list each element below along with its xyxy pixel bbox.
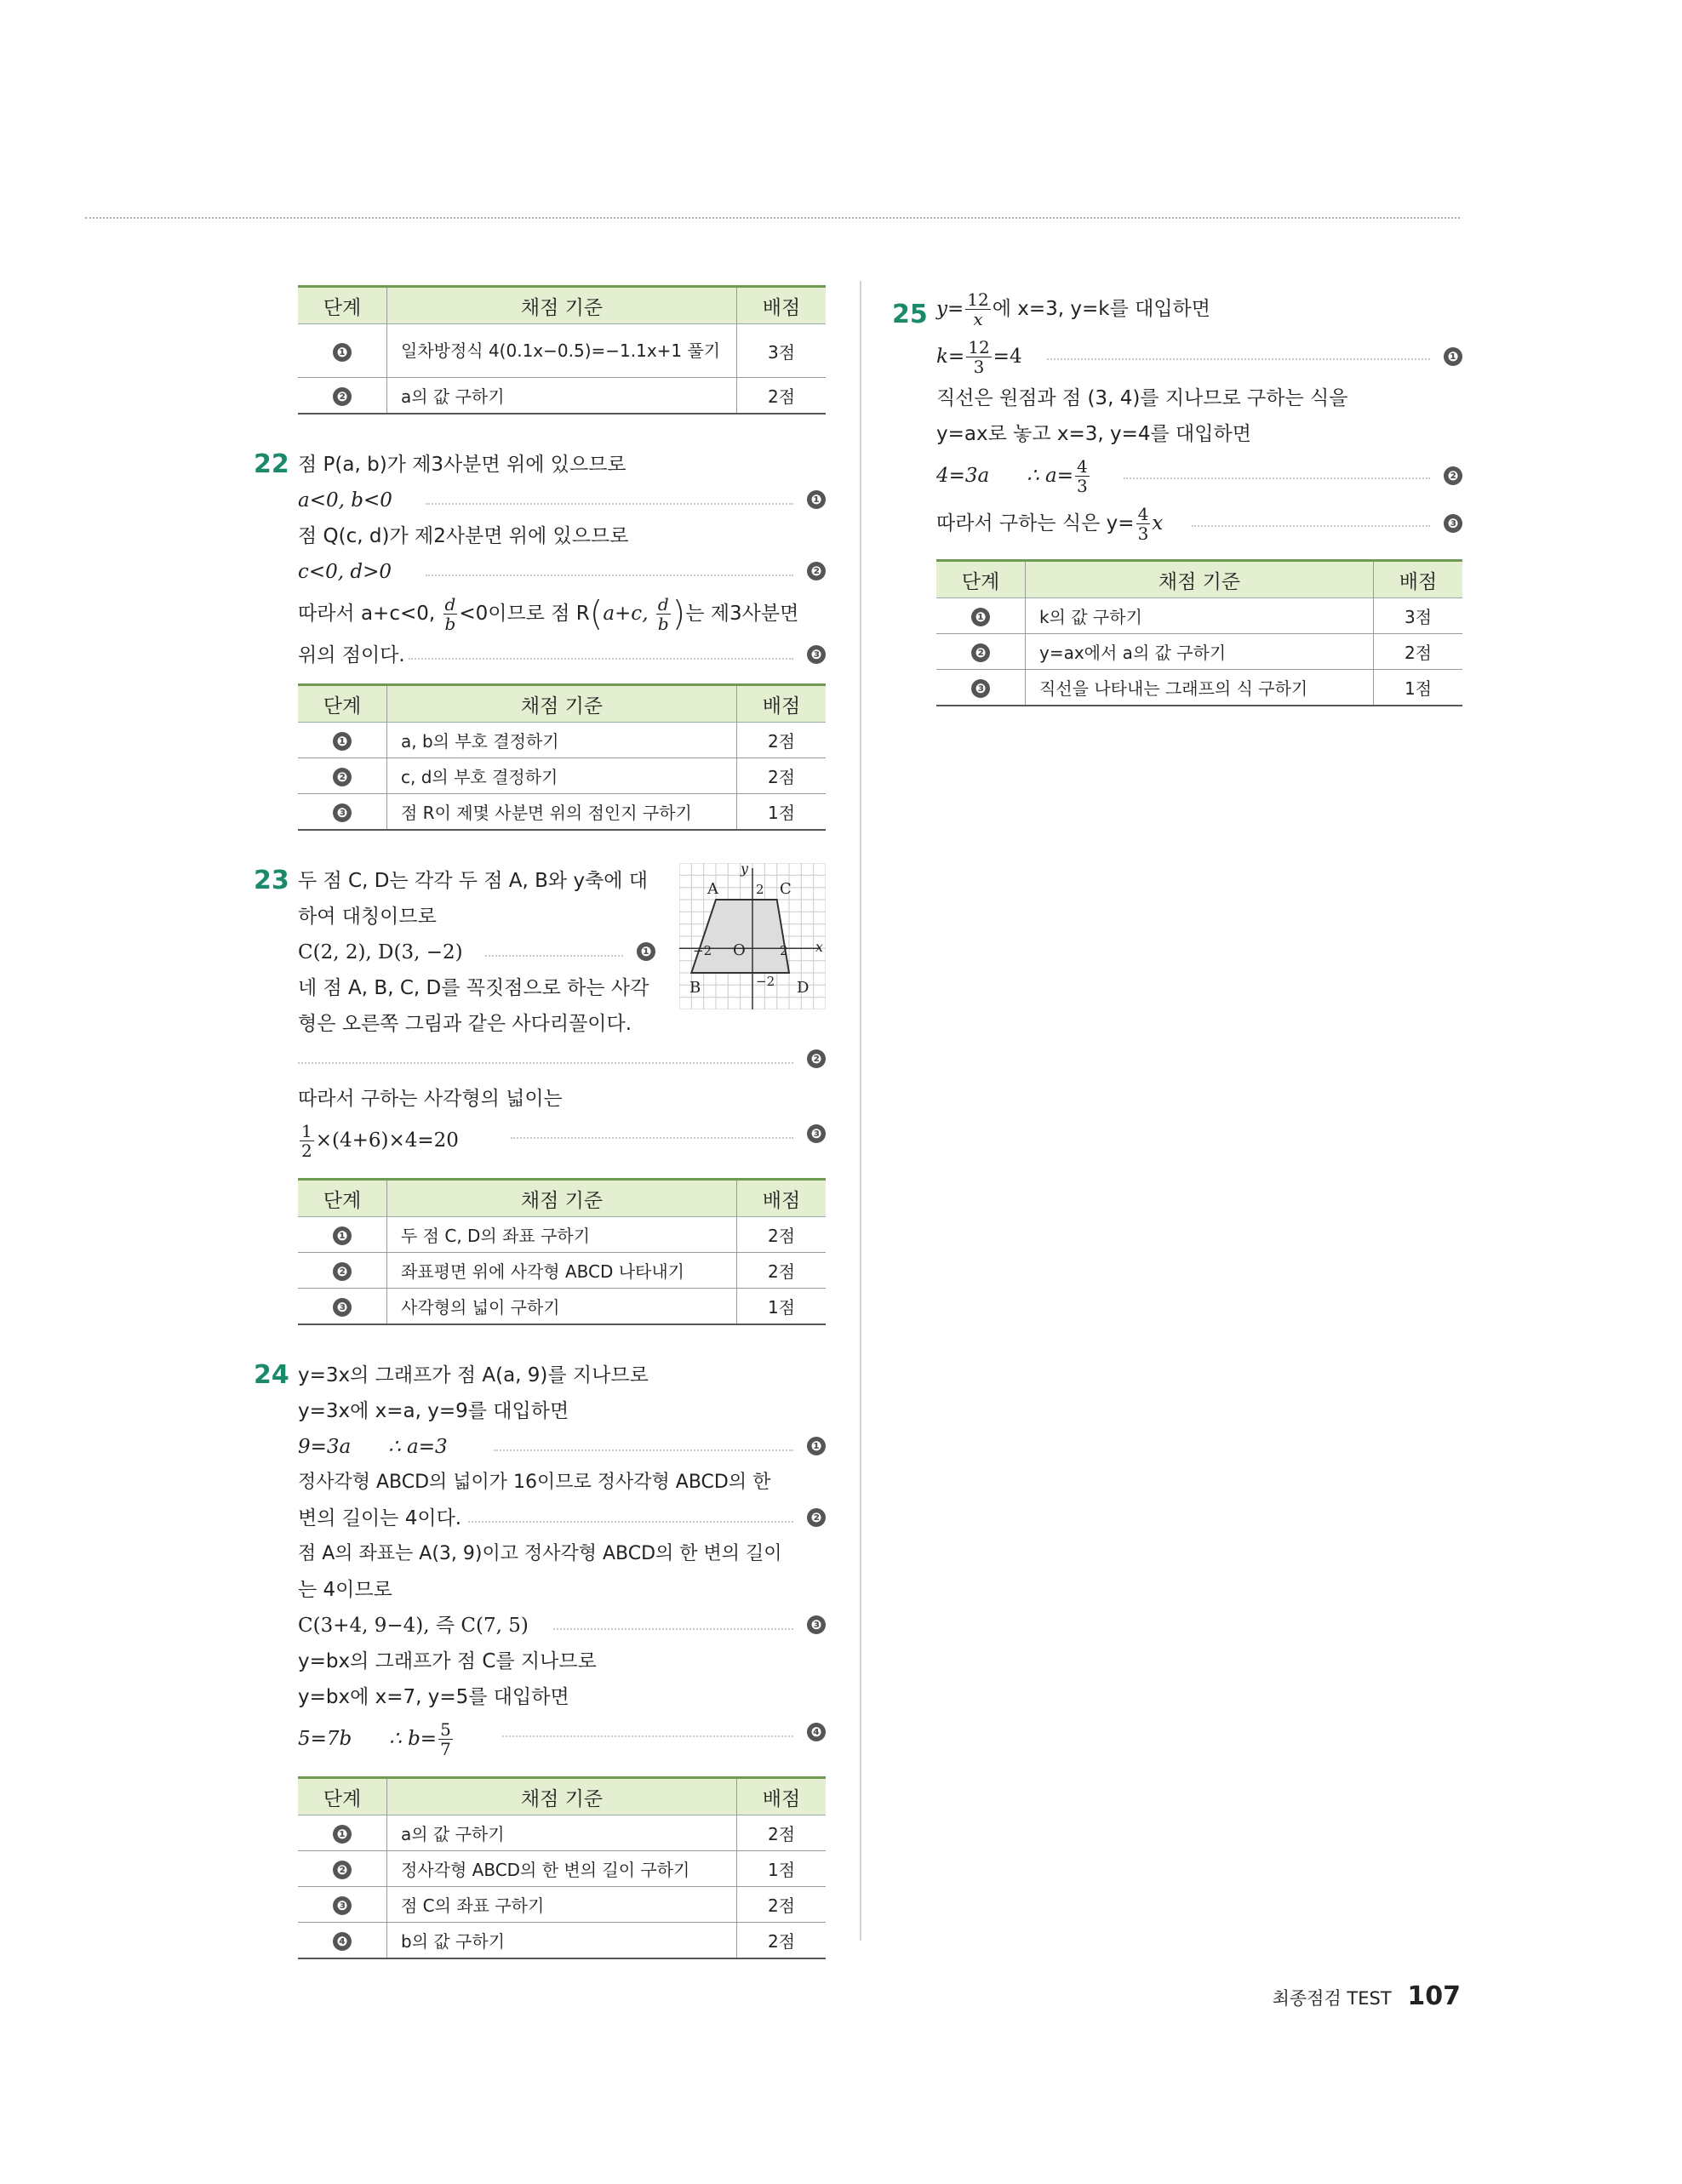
q24-line-3: 9=3a ∴ a=3 ❶ xyxy=(298,1429,826,1465)
step-cell: ❷ xyxy=(298,378,387,415)
question-23 xyxy=(254,863,826,1325)
step-mark-3: ❸ xyxy=(807,645,826,664)
table-row: ❸ 사각형의 넓이 구하기 1점 xyxy=(298,1289,826,1325)
q23-line-7: $\frac{1}{2}$ ×(4+6)×4=20 ❸ xyxy=(298,1117,826,1164)
q25-line-4: y=ax로 놓고 x=3, y=4를 대입하면 xyxy=(936,423,1251,445)
q23-line-4: 네 점 A, B, C, D를 꼭짓점으로 하는 사각 xyxy=(298,977,649,999)
table-row: ❷ y=ax에서 a의 값 구하기 2점 xyxy=(936,634,1462,670)
table-row: ❷ 정사각형 ABCD의 한 변의 길이 구하기 1점 xyxy=(298,1851,826,1887)
table-row xyxy=(298,378,826,415)
table-q23: 단계 채점 기준 배점 ❶ 두 점 C, D의 좌표 구하기 2점 ❷ 좌표평면 위에 사각형 ABCD 나타내기 2점 ❸ 사각형의 넓이 구하기 1점 xyxy=(298,1178,826,1325)
table-row: ❹ b의 값 구하기 2점 xyxy=(298,1923,826,1959)
table-q25: 단계 채점 기준 배점 ❶ k의 값 구하기 3점 ❷ y=ax에서 a의 값 구하기 2점 ❸ 직선을 나타내는 그래프의 식 구하기 1점 xyxy=(936,559,1462,706)
label-O: O xyxy=(733,941,746,959)
top-dotted-rule xyxy=(85,217,1460,219)
footer-label: 최종점검 TEST xyxy=(1272,1988,1392,2009)
label-B: B xyxy=(689,979,701,997)
q24-line-1: 24 y=3x의 그래프가 점 A(a, 9)를 지나므로 xyxy=(298,1358,826,1393)
left-column xyxy=(254,285,826,1959)
step-mark-2: ❷ xyxy=(807,1049,826,1068)
question-22 xyxy=(254,447,826,831)
column-divider xyxy=(860,281,861,1941)
label-A: A xyxy=(707,880,718,898)
trapezoid-shape xyxy=(691,900,789,973)
q23-line-2: 하여 대칭이므로 xyxy=(298,906,437,928)
q24-line-2: y=3x에 x=a, y=9를 대입하면 xyxy=(298,1400,569,1422)
table-q22: 단계 채점 기준 배점 ❶ a, b의 부호 결정하기 2점 ❷ c, d의 부호 결정하기 2점 ❸ 점 R이 제몇 사분면 위의 점인지 구하기 1점 xyxy=(298,683,826,831)
table-q21 xyxy=(298,285,826,415)
step-mark-1: ❶ xyxy=(807,1437,826,1455)
q23-line-3: C(2, 2), D(3, −2) ❶ xyxy=(298,935,655,970)
right-column xyxy=(892,285,1462,706)
table-row: ❷ 좌표평면 위에 사각형 ABCD 나타내기 2점 xyxy=(298,1253,826,1289)
q22-line-4: c<0, d>0 ❷ xyxy=(298,554,826,590)
question-number: 25 xyxy=(892,300,928,329)
q24-line-8: C(3+4, 9−4), 즉 C(7, 5) ❸ xyxy=(298,1608,826,1644)
question-number: 24 xyxy=(254,1360,289,1390)
table-row: ❸ 점 R이 제몇 사분면 위의 점인지 구하기 1점 xyxy=(298,794,826,831)
q22-line-6: 위의 점이다. ❸ xyxy=(298,637,826,673)
tick-y-2: 2 xyxy=(756,882,764,897)
q24-line-9: y=bx의 그래프가 점 C를 지나므로 xyxy=(298,1650,597,1672)
page-footer xyxy=(1273,1981,1461,2011)
q24-line-10: y=bx에 x=7, y=5를 대입하면 xyxy=(298,1686,569,1708)
page-number: 107 xyxy=(1407,1981,1461,2011)
q24-line-7: 는 4이므로 xyxy=(298,1579,392,1601)
table-row: ❸ 점 C의 좌표 구하기 2점 xyxy=(298,1887,826,1923)
points-cell: 3점 xyxy=(737,324,827,378)
q24-line-5: 변의 길이는 4이다. ❷ xyxy=(298,1501,826,1536)
fraction-d-over-b: $\frac{d}{b}$ xyxy=(444,594,456,634)
fraction-d-over-b-2: $\frac{d}{b}$ xyxy=(657,594,669,634)
q23-line-5: 형은 오른쪽 그림과 같은 사다리꼴이다. xyxy=(298,1013,632,1035)
question-24 xyxy=(254,1358,826,1959)
table-row: ❷ c, d의 부호 결정하기 2점 xyxy=(298,758,826,794)
table-row xyxy=(298,324,826,378)
tick-x-minus2: −2 xyxy=(693,943,712,958)
trapezoid-figure xyxy=(679,863,826,1009)
step-mark-4: ❹ xyxy=(807,1723,826,1741)
q25-line-2: k= $\frac{12}{3}$ =4 ❶ xyxy=(936,333,1462,380)
step-cell: ❶ xyxy=(298,324,387,378)
step-mark-2: ❷ xyxy=(1444,466,1462,485)
points-cell: 2점 xyxy=(737,378,827,415)
header-criteria: 채점 기준 xyxy=(387,287,737,324)
table-row: ❶ 두 점 C, D의 좌표 구하기 2점 xyxy=(298,1217,826,1253)
label-D: D xyxy=(797,979,810,997)
question-number: 23 xyxy=(254,866,289,895)
q24-line-11: 5=7b ∴ b= $\frac{5}{7}$ ❹ xyxy=(298,1715,826,1763)
q25-line-6: 따라서 구하는 식은 y= $\frac{4}{3}$ x ❸ xyxy=(936,500,1462,547)
q23-line-6: 따라서 구하는 사각형의 넓이는 xyxy=(298,1088,563,1110)
table-row: ❶ a의 값 구하기 2점 xyxy=(298,1815,826,1851)
step-mark-1: ❶ xyxy=(1444,347,1462,366)
step-mark-1: ❶ xyxy=(637,942,655,961)
table-row: ❶ a, b의 부호 결정하기 2점 xyxy=(298,723,826,758)
table-q24: 단계 채점 기준 배점 ❶ a의 값 구하기 2점 ❷ 정사각형 ABCD의 한 변의 길이 구하기 1점 ❸ 점 C의 좌표 구하기 2점 ❹ b의 값 구하기 2점 xyxy=(298,1776,826,1959)
step-mark-1: ❶ xyxy=(807,490,826,509)
axis-x-label: x xyxy=(815,939,824,955)
header-step: 단계 xyxy=(298,287,387,324)
q23-line-5b xyxy=(298,1042,826,1078)
q25-line-5: 4=3a ∴ a= $\frac{4}{3}$ ❷ xyxy=(936,452,1462,500)
q22-line-3: 점 Q(c, d)가 제2사분면 위에 있으므로 xyxy=(298,525,629,547)
q25-line-1: 25 y= $\frac{12}{x}$ 에 x=3, y=k를 대입하면 xyxy=(936,285,1462,333)
q22-line-5: 따라서 a+c<0, $\frac{d}{b}$ <0이므로 점 R(a+c, $\frac{d}{b}$ )는 제3사분면 xyxy=(298,594,799,634)
step-mark-3: ❸ xyxy=(807,1615,826,1634)
table-row: ❶ k의 값 구하기 3점 xyxy=(936,598,1462,634)
q23-line-1: 23 두 점 C, D는 각각 두 점 A, B와 y축에 대 xyxy=(298,863,826,899)
q22-line-2: a<0, b<0 ❶ xyxy=(298,483,826,518)
label-C: C xyxy=(780,880,792,898)
criteria-cell: a의 값 구하기 xyxy=(387,378,737,415)
q24-line-4: 정사각형 ABCD의 넓이가 16이므로 정사각형 ABCD의 한 xyxy=(298,1472,771,1493)
step-mark-3: ❸ xyxy=(1444,514,1462,533)
q25-line-3: 직선은 원점과 점 (3, 4)를 지나므로 구하는 식을 xyxy=(936,387,1348,409)
question-25 xyxy=(892,285,1462,706)
tick-x-2: 2 xyxy=(780,943,788,958)
criteria-cell: 일차방정식 4(0.1x−0.5)=−1.1x+1 풀기 xyxy=(387,324,737,378)
q22-line-1: 22 점 P(a, b)가 제3사분면 위에 있으므로 xyxy=(298,447,826,483)
axis-y-label: y xyxy=(741,863,749,877)
table-row: ❸ 직선을 나타내는 그래프의 식 구하기 1점 xyxy=(936,670,1462,706)
header-points: 배점 xyxy=(737,287,827,324)
q24-line-6: 점 A의 좌표는 A(3, 9)이고 정사각형 ABCD의 한 변의 길이 xyxy=(298,1543,782,1564)
step-mark-2: ❷ xyxy=(807,562,826,580)
tick-y-minus2: −2 xyxy=(756,974,775,989)
table-header-row xyxy=(298,287,826,324)
step-mark-2: ❷ xyxy=(807,1508,826,1527)
step-mark-3: ❸ xyxy=(807,1124,826,1143)
question-number: 22 xyxy=(254,449,289,479)
